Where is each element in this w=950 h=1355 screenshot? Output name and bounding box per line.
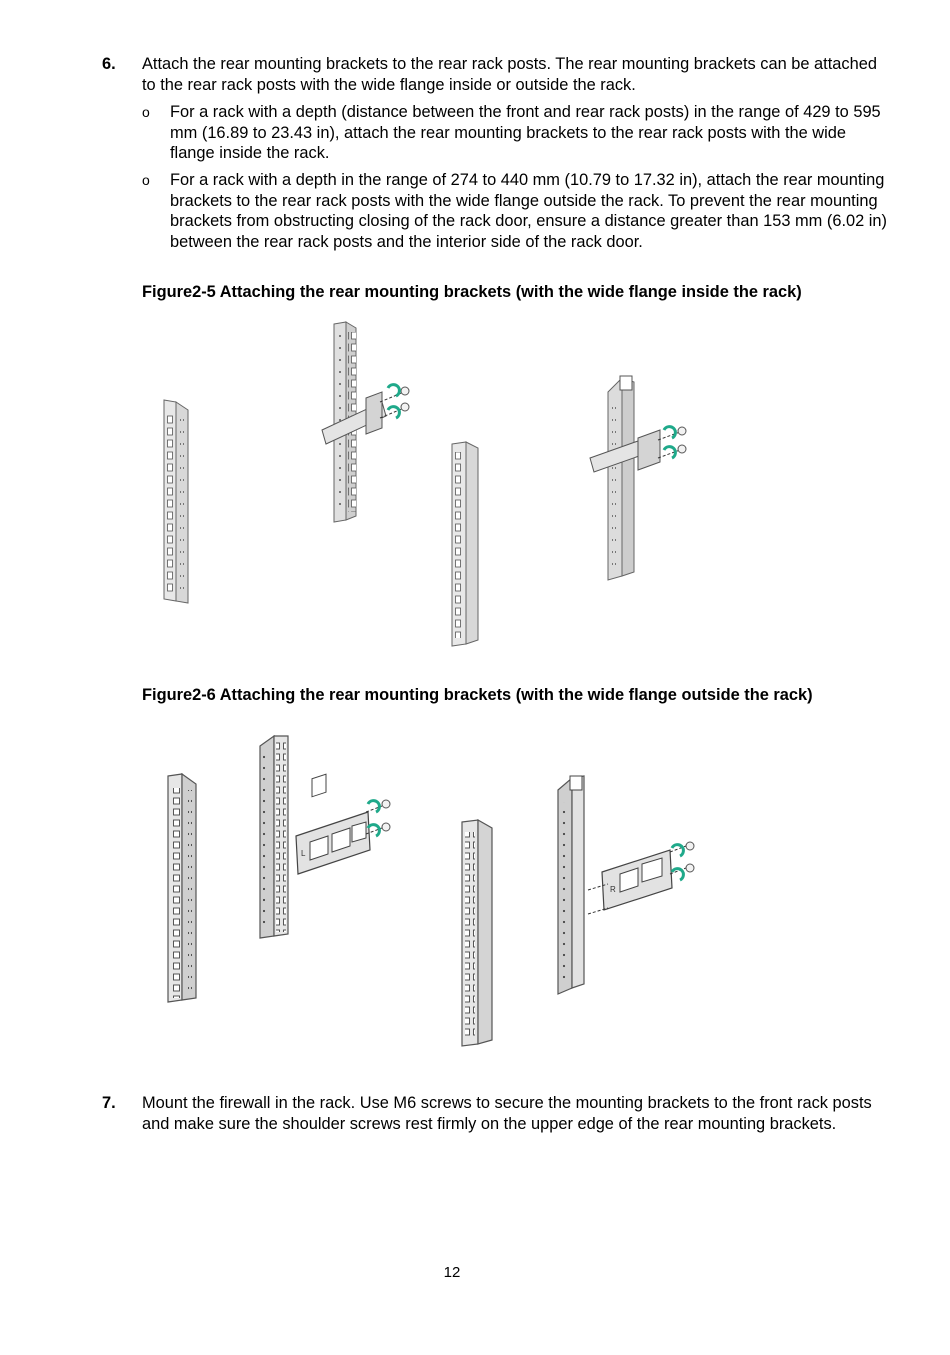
figure-caption: Figure2-6 Attaching the rear mounting brackets (with the wide flange outside the rack) bbox=[142, 686, 813, 704]
bullet-item bbox=[142, 170, 887, 252]
mounting-bracket bbox=[588, 846, 686, 914]
screw-icon bbox=[368, 800, 390, 836]
step-7 bbox=[102, 1093, 892, 1134]
bracket-label: L bbox=[301, 849, 306, 858]
rack-post bbox=[168, 774, 196, 1002]
step-text: Mount the firewall in the rack. Use M6 screws to secure the mounting brackets to the front rack posts and make sure the shoulder screws rest firmly on the upper edge of the rear mounting brackets. bbox=[142, 1094, 872, 1133]
rack-post bbox=[558, 776, 584, 994]
step-6 bbox=[102, 54, 892, 95]
rack-post bbox=[462, 820, 492, 1046]
figure-2-5-illustration bbox=[142, 318, 882, 653]
mounting-bracket bbox=[590, 430, 680, 472]
rack-post bbox=[164, 400, 188, 603]
bullet-mark: o bbox=[142, 104, 150, 120]
rack-post bbox=[260, 736, 288, 938]
rack-post bbox=[608, 376, 634, 580]
screw-icon bbox=[672, 842, 694, 880]
screw-icon bbox=[664, 427, 686, 458]
rack-post bbox=[452, 442, 478, 646]
bullet-mark: o bbox=[142, 172, 150, 188]
bracket-label: R bbox=[610, 885, 616, 894]
step-number: 6. bbox=[102, 55, 116, 73]
bullet-item bbox=[142, 102, 887, 164]
page-number: 12 bbox=[443, 1264, 461, 1281]
step-text: Attach the rear mounting brackets to the rear rack posts. The rear mounting brackets can be attached to the rear rack posts with the wide flange inside or outside the rack. bbox=[142, 55, 877, 94]
step-number: 7. bbox=[102, 1094, 116, 1112]
mounting-bracket bbox=[296, 774, 382, 874]
figure-caption: Figure2-5 Attaching the rear mounting brackets (with the wide flange inside the rack) bbox=[142, 283, 802, 301]
figure-2-6-illustration bbox=[142, 730, 882, 1050]
bullet-text: For a rack with a depth in the range of 274 to 440 mm (10.79 to 17.32 in), attach the rear mounting brackets to the rear rack posts with the wide flange outside the rack. To prevent the rear mounting brackets from obstructing closing of the rack door, ensure a distance greater than 153 mm (6.02 in) between the rear rack posts and the interior side of the rack door. bbox=[170, 171, 888, 251]
bullet-text: For a rack with a depth (distance between the front and rear rack posts) in the range of 429 to 595 mm (16.89 to 23.43 in), attach the rear mounting brackets to the rear rack posts with the wide flange inside the rack. bbox=[170, 103, 881, 162]
